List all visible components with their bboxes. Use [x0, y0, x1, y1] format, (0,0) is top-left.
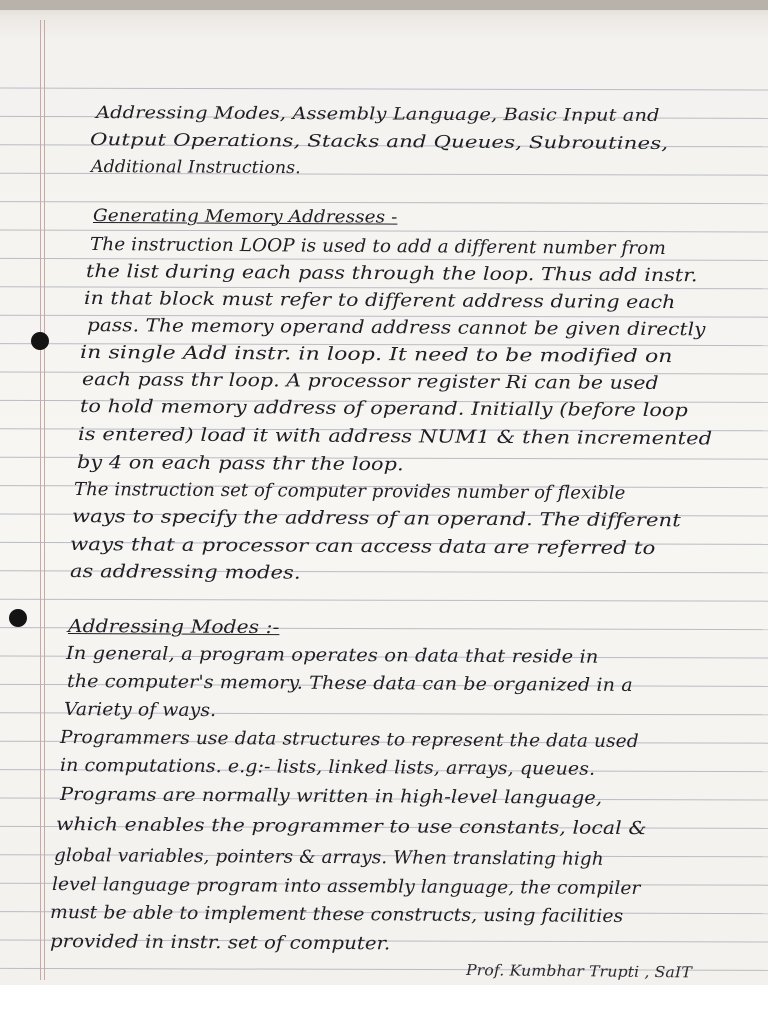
page-bottom-edge	[0, 985, 768, 1024]
body-line: by 4 on each pass thr the loop.	[76, 452, 404, 476]
intro-line: Output Operations, Stacks and Queues, Subroutines,	[89, 130, 669, 155]
margin-line	[40, 20, 41, 980]
section-heading: Generating Memory Addresses -	[92, 206, 398, 228]
intro-line: Addressing Modes, Assembly Language, Basic Input and	[95, 103, 660, 126]
body-line: as addressing modes.	[69, 561, 301, 584]
body-line: the computer's memory. These data can be organized in a	[66, 671, 633, 696]
body-line: Programmers use data structures to represent the data used	[59, 727, 639, 753]
body-line: Variety of ways.	[63, 699, 217, 722]
ruled-line	[0, 202, 768, 204]
body-line: global variables, pointers & arrays. When translating high	[53, 845, 604, 870]
intro-line: Additional Instructions.	[90, 157, 301, 179]
body-line: level language program into assembly language, the compiler	[51, 874, 641, 900]
body-line: is entered) load it with address NUM1 & then incremented	[77, 424, 713, 450]
body-line: pass. The memory operand address cannot be given directly	[86, 315, 706, 341]
body-line: Programs are normally written in high-level language,	[59, 784, 603, 809]
body-line: in single Add instr. in loop. It need to be modified on	[79, 342, 673, 368]
ruled-line	[0, 599, 768, 601]
body-line: in that block must refer to different address during each	[83, 288, 676, 314]
body-line: the list during each pass through the loop. Thus add instr.	[85, 261, 698, 287]
body-line: provided in instr. set of computer.	[49, 931, 391, 955]
body-line: The instruction set of computer provides number of flexible	[73, 479, 626, 504]
body-line: must be able to implement these constructs, using facilities	[49, 902, 624, 928]
body-line: in computations. e.g:- lists, linked lists, arrays, queues.	[59, 755, 596, 780]
section-heading: Addressing Modes :-	[67, 616, 280, 639]
author-signature: Prof. Kumbhar Trupti , SaIT	[465, 961, 693, 982]
margin-line-inner	[44, 20, 45, 980]
body-line: which enables the programmer to use constants, local &	[55, 814, 647, 840]
punch-hole-upper	[31, 332, 49, 350]
ruled-line	[0, 88, 768, 90]
body-line: ways that a processor can access data are referred to	[69, 534, 656, 560]
body-line: each pass thr loop. A processor register Ri can be used	[81, 369, 659, 395]
body-line: ways to specify the address of an operand. The different	[71, 506, 681, 532]
body-line: to hold memory address of operand. Initially (before loop	[79, 396, 688, 422]
ruled-line	[0, 230, 768, 232]
punch-hole-lower	[9, 609, 27, 627]
body-line: In general, a program operates on data that reside in	[65, 643, 599, 668]
body-line: The instruction LOOP is used to add a different number from	[89, 234, 666, 260]
